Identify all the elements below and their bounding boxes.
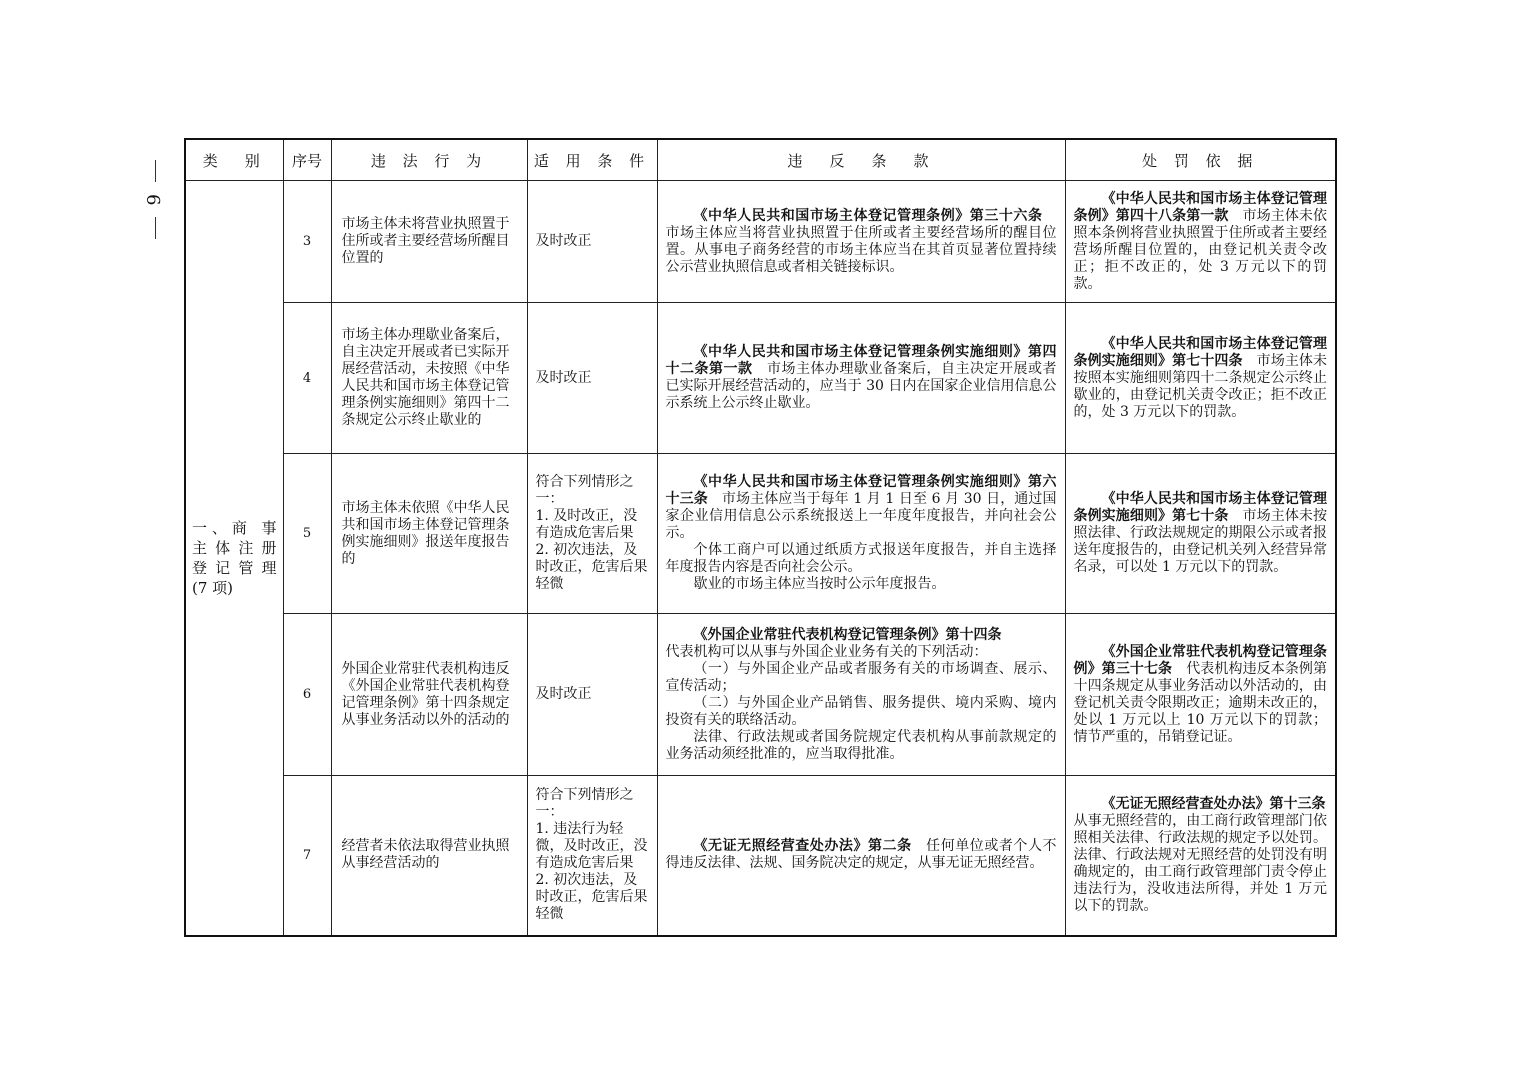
penalty-cell bbox=[1065, 303, 1336, 454]
condition-cell: 及时改正 bbox=[527, 614, 657, 776]
penalty-title: 《无证无照经营查处办法》第十三条 bbox=[1101, 795, 1326, 812]
penalty-table bbox=[184, 138, 1340, 937]
penalty-cell bbox=[1065, 454, 1336, 614]
behavior-cell: 经营者未依法取得营业执照从事经营活动的 bbox=[331, 776, 527, 936]
category-line: 一、商 事 bbox=[192, 518, 277, 537]
condition-cell: 及时改正 bbox=[527, 303, 657, 454]
penalty-cell bbox=[1065, 181, 1336, 303]
header-seq: 序号 bbox=[283, 139, 331, 181]
condition-line: 1. 及时改正，没有造成危害后果 bbox=[535, 508, 638, 541]
condition-line: 符合下列情形之一： bbox=[535, 787, 634, 821]
condition-line: 1. 违法行为轻微，及时改正，没有造成危害后果 bbox=[535, 821, 648, 872]
header-penalty: 处 罚 依 据 bbox=[1065, 139, 1336, 181]
seq-cell: 6 bbox=[283, 614, 331, 776]
violated-text: 市场主体办理歇业备案后，自主决定开展或者已实际开展经营活动的，应当于 30 日内在国家企业信用信息公示系统上公示终止歇业。 bbox=[665, 361, 1057, 411]
table-row bbox=[185, 303, 1336, 454]
behavior-cell: 市场主体办理歇业备案后，自主决定开展或者已实际开展经营活动，未按照《中华人民共和国市场主体登记管理条例实施细则》第四十二条规定公示终止歇业的 bbox=[331, 303, 527, 454]
table-row bbox=[185, 776, 1336, 936]
violated-extra: （一）与外国企业产品或者服务有关的市场调查、展示、宣传活动； bbox=[665, 660, 1057, 694]
violated-cell bbox=[657, 454, 1065, 614]
header-behavior: 违 法 行 为 bbox=[331, 139, 527, 181]
violated-cell bbox=[657, 303, 1065, 454]
table-row bbox=[185, 181, 1336, 303]
penalty-text: 市场主体未依照本条例将营业执照置于住所或者主要经营场所醒目位置的，由登记机关责令改正；拒不改正的，处 3 万元以下的罚款。 bbox=[1073, 207, 1328, 292]
header-category: 类 别 bbox=[185, 139, 283, 181]
violated-title: 《中华人民共和国市场主体登记管理条例》第三十六条 bbox=[693, 207, 1043, 224]
violated-extra: （二）与外国企业产品销售、服务提供、境内采购、境内投资有关的联络活动。 bbox=[665, 694, 1057, 728]
condition-cell bbox=[527, 454, 657, 614]
seq-cell: 3 bbox=[283, 181, 331, 303]
condition-cell bbox=[527, 776, 657, 936]
category-line: (7 项) bbox=[192, 578, 234, 597]
violated-cell bbox=[657, 776, 1065, 936]
table-row bbox=[185, 614, 1336, 776]
violated-extra: 个体工商户可以通过纸质方式报送年度报告，并自主选择年度报告内容是否向社会公示。 bbox=[665, 542, 1057, 575]
violated-extra: 法律、行政法规或者国务院规定代表机构从事前款规定的业务活动须经批准的，应当取得批准。 bbox=[665, 728, 1057, 762]
category-cell bbox=[185, 181, 283, 936]
penalty-title: 《外国企业常驻代表机构登记管理条例》第三十七条 bbox=[1073, 643, 1327, 677]
header-condition: 适 用 条 件 bbox=[527, 139, 657, 181]
violated-title: 《外国企业常驻代表机构登记管理条例》第十四条 bbox=[693, 626, 1002, 643]
violated-title: 《中华人民共和国市场主体登记管理条例实施细则》第四十二条第一款 bbox=[665, 344, 1057, 377]
page-number-dash-bottom bbox=[155, 217, 156, 239]
penalty-cell bbox=[1065, 776, 1340, 936]
condition-line: 2. 初次违法，及时改正，危害后果轻微 bbox=[535, 872, 648, 923]
penalty-text: 代表机构违反本条例第十四条规定从事业务活动以外活动的，由登记机关责令限期改正；逾期未改正的，处以 1 万元以上 10 万元以下的罚款；情节严重的，吊销登记证。 bbox=[1073, 660, 1328, 745]
violated-text: 市场主体应当于每年 1 月 1 日至 6 月 30 日，通过国家企业信用信息公示系统报送上一年度年度报告，并向社会公示。 bbox=[665, 491, 1057, 541]
penalty-cell bbox=[1065, 614, 1336, 776]
category-line: 登记管理 bbox=[192, 558, 277, 577]
penalty-title: 《中华人民共和国市场主体登记管理条例》第四十八条第一款 bbox=[1073, 190, 1327, 224]
violated-text: 市场主体应当将营业执照置于住所或者主要经营场所的醒目位置。从事电子商务经营的市场主体应当在其首页显著位置持续公示营业执照信息或者相关链接标识。 bbox=[665, 207, 1057, 275]
penalty-text: 市场主体未按照法律、行政法规规定的期限公示或者报送年度报告的，由登记机关列入经营异常名录，可以处 1 万元以下的罚款。 bbox=[1073, 508, 1328, 575]
penalty-title: 《中华人民共和国市场主体登记管理条例实施细则》第七十条 bbox=[1073, 491, 1327, 524]
condition-line: 符合下列情形之一： bbox=[535, 474, 634, 507]
behavior-cell: 市场主体未依照《中华人民共和国市场主体登记管理条例实施细则》报送年度报告的 bbox=[331, 454, 527, 614]
table-row bbox=[185, 454, 1336, 614]
penalty-text: 从事无照经营的，由工商行政管理部门依照相关法律、行政法规的规定予以处罚。法律、行政法规对无照经营的处罚没有明确规定的，由工商行政管理部门责令停止违法行为，没收违法所得，并处 1 万元以下的罚款。 bbox=[1073, 795, 1340, 914]
violated-text: 任何单位或者个人不得违反法律、法规、国务院决定的规定，从事无证无照经营。 bbox=[665, 838, 1057, 872]
seq-cell: 5 bbox=[283, 454, 331, 614]
seq-cell: 7 bbox=[283, 776, 331, 936]
violated-cell bbox=[657, 614, 1065, 776]
penalty-title: 《中华人民共和国市场主体登记管理条例实施细则》第七十四条 bbox=[1073, 335, 1327, 369]
condition-cell: 及时改正 bbox=[527, 181, 657, 303]
table-header-row bbox=[185, 139, 1336, 181]
category-line: 主体注册 bbox=[192, 538, 277, 557]
page-number-marker bbox=[143, 160, 167, 270]
page-number-dash-top bbox=[155, 160, 156, 182]
violated-title: 《无证无照经营查处办法》第二条 bbox=[693, 838, 912, 855]
behavior-cell: 外国企业常驻代表机构违反《外国企业常驻代表机构登记管理条例》第十四条规定从事业务活动以外的活动的 bbox=[331, 614, 527, 776]
behavior-cell: 市场主体未将营业执照置于住所或者主要经营场所醒目位置的 bbox=[331, 181, 527, 303]
penalty-text: 市场主体未按照本实施细则第四十二条规定公示终止歇业的，由登记机关责令改正；拒不改正的，处 3 万元以下的罚款。 bbox=[1073, 352, 1328, 420]
header-violated: 违 反 条 款 bbox=[657, 139, 1065, 181]
violated-title: 《中华人民共和国市场主体登记管理条例实施细则》第六十三条 bbox=[665, 474, 1057, 507]
violated-cell bbox=[657, 181, 1065, 303]
page-number: 9 bbox=[144, 194, 165, 206]
seq-cell: 4 bbox=[283, 303, 331, 454]
condition-line: 2. 初次违法，及时改正，危害后果轻微 bbox=[535, 542, 648, 592]
violated-text: 代表机构可以从事与外国企业业务有关的下列活动： bbox=[665, 643, 988, 660]
violated-extra: 歇业的市场主体应当按时公示年度报告。 bbox=[693, 576, 946, 592]
